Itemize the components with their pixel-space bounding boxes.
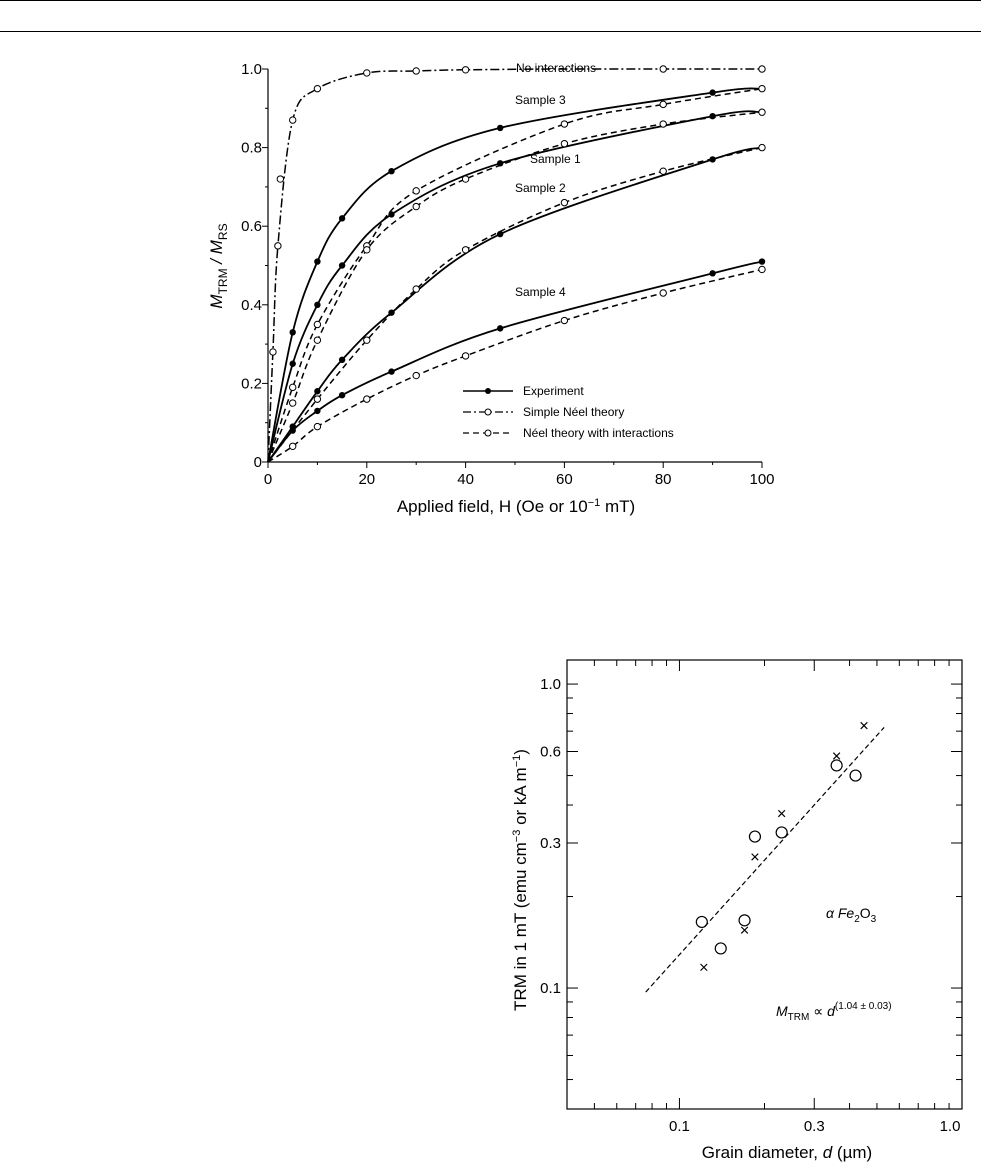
chart2-tick-labels — [540, 676, 960, 1135]
data-point-circle — [831, 760, 842, 771]
chart2-x-axis-label: Grain diameter, d (µm) — [701, 1143, 873, 1162]
data-point-cross — [741, 927, 748, 934]
annotation-no-interactions: No interactions — [516, 61, 597, 75]
data-point-cross — [861, 722, 868, 729]
chart2-y-axis-label: TRM in 1 mT (emu $cm^{-3}$ or kA $m^{-1}$) — [511, 749, 530, 1011]
y-tick-label: 0.1 — [540, 980, 561, 998]
x-tick-label: 60 — [556, 471, 573, 488]
annotation-sample-4: Sample 4 — [515, 285, 566, 299]
legend-label-simple-neel: Simple Néel theory — [523, 405, 625, 419]
data-point-cross — [701, 964, 708, 971]
chart1-y-axis-label: $M_{TRM} / M_{RS}$ — [207, 223, 230, 309]
y-tick-label: 0.2 — [241, 375, 262, 393]
y-tick-label: 0.8 — [241, 139, 262, 157]
annotation-sample-3: Sample 3 — [515, 93, 566, 107]
chart2-series — [646, 722, 884, 992]
data-point-cross — [752, 854, 759, 861]
data-point-circle — [715, 943, 726, 954]
y-tick-label: 1.0 — [540, 676, 561, 694]
series-cross — [701, 722, 868, 970]
fit-line — [646, 727, 884, 992]
x-tick-label: 0.3 — [803, 1118, 825, 1135]
series-fit — [646, 727, 884, 992]
annotation-alpha-fe2o3: α $Fe_2O_3$ — [826, 905, 877, 925]
chart1-x-axis-label: Applied field, H (Oe or $10^{-1}$ mT) — [396, 497, 636, 516]
legend-label-experiment: Experiment — [523, 384, 584, 398]
data-point-cross — [833, 753, 840, 760]
y-tick-label: 0.6 — [241, 218, 262, 236]
x-tick-label: 100 — [749, 471, 775, 488]
data-point-circle — [850, 770, 861, 781]
x-tick-label: 0.1 — [669, 1118, 690, 1135]
annotation-sample-2: Sample 2 — [515, 181, 566, 195]
legend-label-neel-interactions: Néel theory with interactions — [523, 426, 674, 440]
y-tick-label: 0.3 — [540, 835, 561, 853]
series-open-circle — [696, 760, 861, 954]
x-tick-label: 80 — [654, 471, 672, 488]
chart2-axes — [567, 660, 962, 1109]
x-tick-label: 40 — [457, 471, 474, 488]
data-point-circle — [749, 831, 760, 842]
annotation-sample-1: Sample 1 — [530, 152, 581, 166]
y-tick-label: 0 — [253, 454, 262, 471]
y-tick-label: 1.0 — [241, 61, 262, 78]
data-point-circle — [739, 915, 750, 926]
x-tick-label: 20 — [358, 471, 376, 488]
x-tick-label: 0 — [263, 471, 273, 488]
x-tick-label: 1.0 — [939, 1118, 961, 1135]
y-tick-label: 0.4 — [241, 296, 262, 314]
y-tick-label: 0.6 — [540, 743, 561, 761]
annotation-power-law: $M_{TRM} \propto d^{(1.04 \pm 0.03)}$ — [776, 1001, 892, 1023]
data-point-cross — [778, 810, 785, 817]
plot-frame — [567, 660, 962, 1109]
